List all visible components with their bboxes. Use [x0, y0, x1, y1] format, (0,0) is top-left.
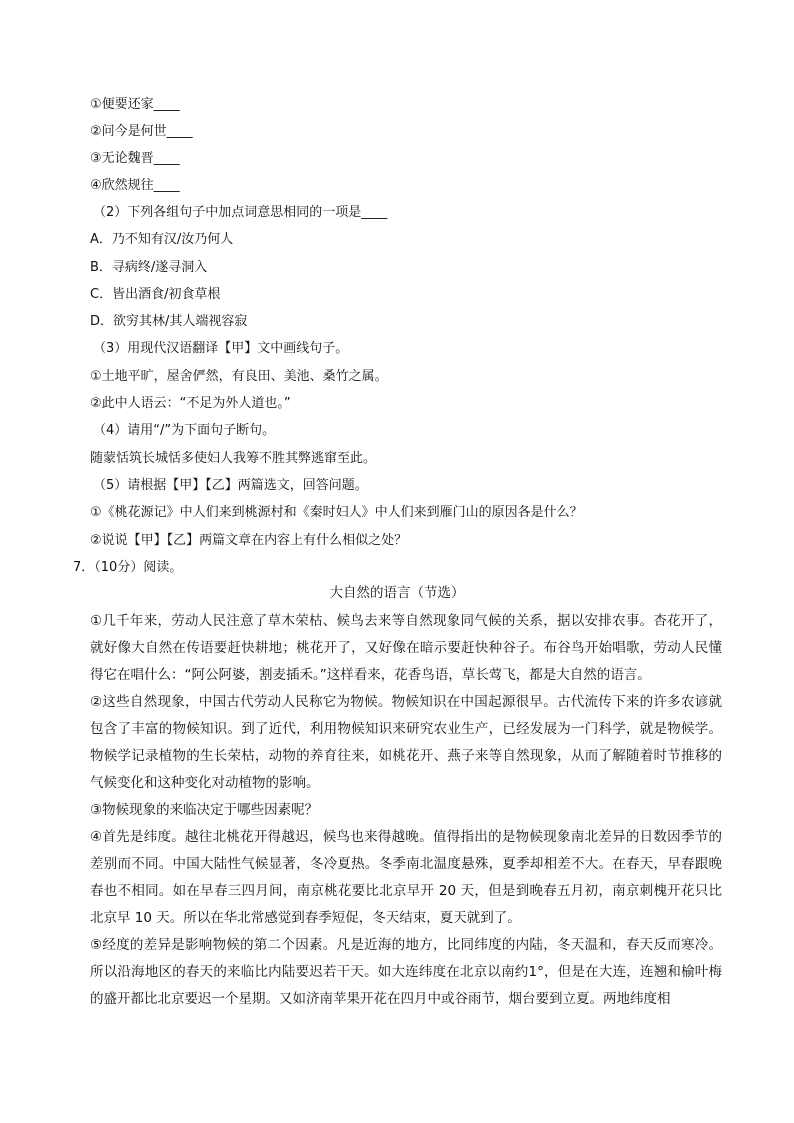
passage-paragraph-3: ③物候现象的来临决定于哪些因素呢？: [90, 802, 319, 818]
passage-paragraph-5: ⑤经度的差异是影响物候的第二个因素。凡是近海的地方，比同纬度的内陆，冬天温和，春天反而寒冷。所以沿海地区的春天的来临比内陆要迟若干天。如大连纬度在北京以南约1°，但是在大连，连翘和榆叶梅的盛开都比北京要迟一个星期。又如济南苹果开花在四月中或谷雨节，烟台要到立夏。两地纬度相: [90, 937, 722, 1007]
option-c: C．皆出酒食/初食草根: [90, 287, 221, 302]
option-b: B．寻病终/遂寻洞入: [90, 260, 208, 275]
subquestion-4: （4）请用“/”为下面句子断句。: [93, 423, 276, 438]
translation-item-2: ②此中人语云：“不足为外人道也。”: [90, 396, 291, 411]
blank-item-1: ①便要还家____: [90, 97, 180, 112]
passage-paragraph-4: ④首先是纬度。越往北桃花开得越迟，候鸟也来得越晚。值得指出的是物候现象南北差异的日数因季节的差别而不同。中国大陆性气候显著，冬冷夏热。冬季南北温度悬殊，夏季却相差不大。在春天，早春跟晚春也不相同。如在早春三四月间，南京桃花要比北京早开 20 天，但是到晚春五月初，南京刺槐开花只比北京早 10 天。所以在华北常感觉到春季短促，冬天结束，夏天就到了。: [90, 829, 722, 926]
passage-body: [90, 608, 722, 1013]
blank-item-2: ②问今是何世____: [90, 124, 193, 139]
subquestion-5-item-2: ②说说【甲】【乙】两篇文章在内容上有什么相似之处？: [90, 533, 408, 548]
option-d: D．欲穷其林/其人端视容寂: [90, 314, 248, 329]
question-7-number: 7．（10分）阅读。: [73, 560, 183, 575]
subquestion-5: （5）请根据【甲】【乙】两篇选文，回答问题。: [93, 478, 368, 493]
option-a: A．乃不知有汉/汝乃何人: [90, 232, 234, 247]
blank-item-3: ③无论魏晋____: [90, 151, 180, 166]
passage-title: 大自然的语言（节选）: [329, 585, 465, 601]
subquestion-3: （3）用现代汉语翻译【甲】文中画线句子。: [93, 341, 349, 356]
passage-paragraph-2: ②这些自然现象，中国古代劳动人民称它为物候。物候知识在中国起源很早。古代流传下来的许多农谚就包含了丰富的物候知识。到了近代，利用物候知识来研究农业生产，已经发展为一门科学，就是物候学。物候学记录植物的生长荣枯，动物的养育往来，如桃花开、燕子来等自然现象，从而了解随着时节推移的气候变化和这种变化对动植物的影响。: [90, 694, 722, 791]
passage-paragraph-1: ①几千年来，劳动人民注意了草木荣枯、候鸟去来等自然现象同气候的关系，据以安排农事。杏花开了，就好像大自然在传语要赶快耕地；桃花开了，又好像在暗示要赶快种谷子。布谷鸟开始唱歌，劳动人民懂得它在唱什么：“阿公阿婆，割麦插禾。”这样看来，花香鸟语，草长莺飞，都是大自然的语言。: [90, 613, 722, 683]
punctuation-sentence: 随蒙恬筑长城恬多使妇人我筹不胜其弊逃窜至此。: [90, 451, 377, 466]
subquestion-5-item-1: ①《桃花源记》中人们来到桃源村和《秦时妇人》中人们来到雁门山的原因各是什么？: [90, 505, 583, 520]
blank-item-4: ④欣然规往____: [90, 178, 180, 193]
subquestion-2: （2）下列各组句子中加点词意思相同的一项是____: [93, 205, 388, 220]
translation-item-1: ①土地平旷，屋舍俨然，有良田、美池、桑竹之属。: [90, 369, 388, 384]
